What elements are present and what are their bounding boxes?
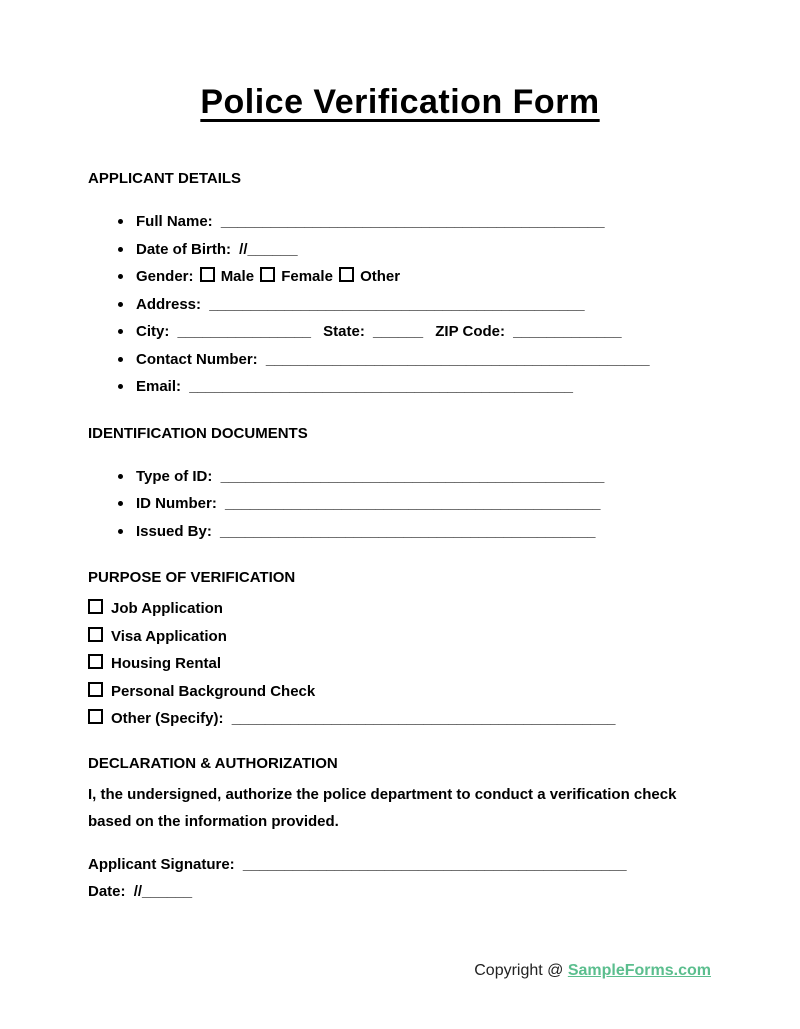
bullet-icon [118, 357, 123, 362]
email-label: Email: [136, 378, 182, 395]
purpose-option-label: Personal Background Check [111, 682, 316, 700]
date-of-birth-line[interactable]: //______ [239, 240, 298, 258]
checkbox-icon-other[interactable] [339, 267, 354, 282]
field-date-of-birth [88, 236, 712, 264]
page-title: Police Verification Form [200, 83, 600, 121]
footer [474, 961, 711, 981]
full-name-line[interactable]: ______________________________________________ [220, 213, 605, 230]
purpose-option-job-application [88, 595, 712, 623]
type-of-id-label: Type of ID: [136, 467, 213, 485]
applicant-signature-label: Applicant Signature: [88, 855, 235, 873]
zip-label: ZIP Code: [435, 323, 505, 340]
field-type-of-id [88, 463, 712, 491]
purpose-option-label: Housing Rental [111, 655, 222, 673]
purpose-option-other [88, 705, 712, 733]
zip-line[interactable]: _____________ [513, 323, 622, 340]
identification-documents-list [88, 463, 712, 546]
purpose-option-label: Visa Application [111, 627, 227, 645]
email-line[interactable]: ______________________________________________ [189, 378, 573, 395]
section-heading-purpose-of-verification: PURPOSE OF VERIFICATION [88, 569, 296, 586]
signature-block [88, 851, 712, 906]
bullet-icon [118, 302, 123, 307]
state-label: State: [323, 323, 365, 340]
field-full-name [88, 208, 712, 236]
copyright-text: Copyright @ [474, 962, 568, 979]
bullet-icon [118, 274, 123, 279]
date-label: Date: [88, 883, 126, 901]
checkbox-icon-female[interactable] [260, 267, 275, 282]
issued-by-line[interactable]: _____________________________________________ [220, 522, 596, 540]
applicant-signature-line[interactable]: ______________________________________________ [242, 855, 627, 873]
contact-number-line[interactable]: ______________________________________________ [265, 350, 650, 368]
bullet-icon [118, 247, 123, 252]
field-gender [88, 263, 712, 291]
contact-number-label: Contact Number: [136, 350, 258, 368]
field-city-state-zip [88, 318, 712, 346]
id-number-line[interactable]: _____________________________________________ [225, 495, 601, 512]
field-address [88, 291, 712, 319]
field-email [88, 373, 712, 401]
type-of-id-line[interactable]: ______________________________________________ [220, 467, 605, 485]
issued-by-label: Issued By: [136, 522, 212, 540]
purpose-option-visa-application [88, 623, 712, 651]
purpose-option-housing-rental [88, 650, 712, 678]
section-heading-identification-documents: IDENTIFICATION DOCUMENTS [88, 424, 308, 442]
bullet-icon [118, 219, 123, 224]
checkbox-icon-housing-rental[interactable] [88, 654, 103, 669]
bullet-icon [118, 474, 123, 479]
declaration-text: I, the undersigned, authorize the police department to conduct a verification check based on the information provided. [88, 785, 677, 831]
bullet-icon [118, 529, 123, 534]
address-label: Address: [136, 295, 202, 313]
date-of-birth-label: Date of Birth: [136, 240, 231, 258]
gender-option-female: Female [281, 268, 333, 285]
bullet-icon [118, 384, 123, 389]
other-specify-label: Other (Specify): [111, 710, 224, 728]
bullet-icon [118, 329, 123, 334]
field-contact-number [88, 346, 712, 374]
applicant-details-list [88, 208, 712, 401]
checkbox-icon-personal-background-check[interactable] [88, 682, 103, 697]
field-id-number [88, 490, 712, 518]
checkbox-icon-other-specify[interactable] [88, 709, 103, 724]
checkbox-icon-male[interactable] [200, 267, 215, 282]
bullet-icon [118, 501, 123, 506]
section-heading-applicant-details: APPLICANT DETAILS [88, 170, 242, 187]
sampleforms-link[interactable]: SampleForms.com [567, 962, 711, 979]
checkbox-icon-visa-application[interactable] [88, 627, 103, 642]
gender-option-male: Male [220, 268, 255, 285]
gender-option-other: Other [360, 268, 401, 285]
purpose-options-list [88, 595, 712, 733]
date-line[interactable]: //______ [133, 883, 193, 901]
other-specify-line[interactable]: ______________________________________________ [231, 710, 616, 728]
full-name-label: Full Name: [136, 213, 213, 230]
city-label: City: [136, 323, 170, 340]
id-number-label: ID Number: [136, 495, 217, 512]
city-line[interactable]: ________________ [177, 323, 311, 340]
section-heading-declaration-authorization: DECLARATION & AUTHORIZATION [88, 754, 338, 772]
gender-label: Gender: [136, 268, 194, 285]
address-line[interactable]: _____________________________________________ [209, 295, 585, 313]
state-line[interactable]: ______ [373, 323, 424, 340]
purpose-option-personal-background-check [88, 678, 712, 706]
checkbox-icon-job-application[interactable] [88, 599, 103, 614]
field-issued-by [88, 518, 712, 546]
purpose-option-label: Job Application [111, 600, 223, 617]
